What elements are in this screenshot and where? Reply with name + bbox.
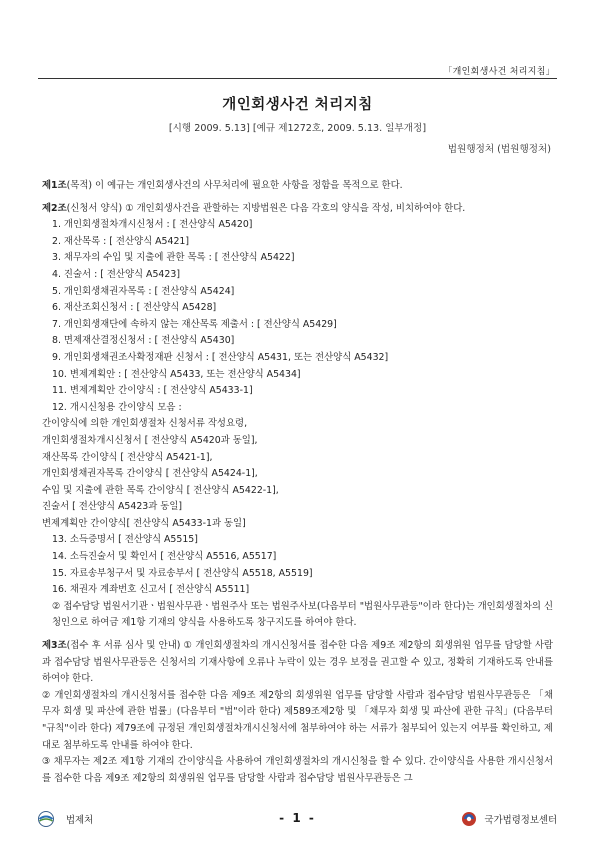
page-footer	[38, 811, 557, 829]
list-item: 6. 재산조회신청서 : [ 전산양식 A5428]	[52, 302, 217, 314]
list-item: 7. 개인회생재단에 속하지 않는 재산목록 제출서 : [ 전산양식 A5429]	[52, 318, 337, 330]
law-center-logo-icon	[461, 811, 477, 827]
issuing-authority: 법원행정처 (법원행정처)	[447, 144, 551, 155]
list-item: 11. 변제계획안 간이양식 : [ 전산양식 A5433-1]	[52, 385, 253, 397]
list-item: 3. 채무자의 수입 및 지출에 관한 목록 : [ 전산양식 A5422]	[52, 252, 295, 264]
article-2	[42, 201, 553, 218]
article-1	[42, 178, 553, 195]
simple-form-line: 재산목록 간이양식 [ 전산양식 A5421-1],	[42, 451, 213, 463]
document-body	[42, 178, 553, 787]
document-title: 개인회생사건 처리지침	[222, 97, 373, 113]
list-item: 13. 소득증명서 [ 전산양식 A5515]	[52, 534, 198, 546]
article-number: 제3조	[42, 640, 67, 652]
header-rule	[38, 78, 557, 79]
list-item: 12. 개시신청용 간이양식 모음 :	[52, 401, 182, 413]
simple-form-line: 진술서 [ 전산양식 A5423과 동일]	[42, 501, 183, 513]
article-text: (접수 후 서류 심사 및 안내) ① 개인회생절차의 개시신청서를 접수한 다음 제9조 제2항의 회생위원 업무를 담당할 사람과 접수담당 법원사무관등은 신청서의 기재사항에 오류나 누락이 있는 경우 보정을 권고할 수 있고, 정확히 기재하도록 안내를 하여야 한다.	[42, 640, 553, 685]
page-number: - 1 -	[279, 811, 316, 825]
footer-org-right: 국가법령정보센터	[484, 815, 557, 826]
article-3	[42, 638, 553, 688]
simple-form-line: 변제계획안 간이양식[ 전산양식 A5433-1과 동일]	[42, 517, 246, 529]
article-number: 제2조	[42, 202, 67, 214]
article-text: (목적) 이 예규는 개인회생사건의 사무처리에 필요한 사항을 정함을 목적으로 한다.	[66, 180, 403, 191]
simple-form-line: 개인회생절차개시신청서 [ 전산양식 A5420과 동일],	[42, 434, 258, 446]
paragraph: ③ 채무자는 제2조 제1항 기재의 간이양식을 사용하여 개인회생절차의 개시신청을 할 수 있다. 간이양식을 사용한 개시신청서를 접수한 다음 제9조 제2항의 회생위원 업무를 담당할 사람과 접수담당 법원사무관등은 그	[42, 756, 553, 784]
list-item: 10. 변제계획안 : [ 전산양식 A5433, 또는 전산양식 A5434]	[52, 368, 301, 380]
list-item: 1. 개인회생절차개시신청서 : [ 전산양식 A5420]	[52, 219, 253, 231]
list-item: 2. 재산목록 : [ 전산양식 A5421]	[52, 235, 190, 247]
paragraph: ② 개인회생절차의 개시신청서를 접수한 다음 제9조 제2항의 회생위원 업무를 담당할 사람과 접수담당 법원사무관등은 「채무자 회생 및 파산에 관한 법률」(다음부터 "법"이라 한다) 제589조제2항 및 「채무자 회생 및 파산에 관한 규칙」(다음부터 "규칙"이라 한다) 제79조에 규정된 개인회생절차개시신청서에 첨부하여야 하는 서류가 첨부되어 있는지 여부를 확인하고, 제대로 첨부하도록 안내를 하여야 한다.	[42, 689, 553, 751]
list-item: 4. 진술서 : [ 전산양식 A5423]	[52, 268, 180, 280]
footer-org-left: 법제처	[66, 815, 94, 826]
enforcement-meta: [시행 2009. 5.13] [예규 제1272호, 2009. 5.13. 일부개정]	[168, 123, 427, 134]
footer-right	[461, 811, 557, 827]
paragraph: ② 접수담당 법원서기관ㆍ법원사무관ㆍ법원주사 또는 법원주사보(다음부터 "법원사무관등"이라 한다)는 개인회생절차의 신청인으로 하여금 제1항 기재의 양식을 사용하도록 창구지도를 하여야 한다.	[52, 600, 554, 629]
list-item: 15. 자료송부청구서 및 자료송부서 [ 전산양식 A5518, A5519]	[52, 567, 313, 579]
list-item: 8. 면제재산결정신청서 : [ 전산양식 A5430]	[52, 335, 235, 347]
article-number: 제1조	[42, 180, 67, 191]
list-item: 5. 개인회생채권자목록 : [ 전산양식 A5424]	[52, 285, 235, 297]
list-item: 16. 채권자 계좌번호 신고서 [ 전산양식 A5511]	[52, 584, 250, 596]
simple-form-line: 수입 및 지출에 관한 목록 간이양식 [ 전산양식 A5422-1],	[42, 484, 279, 496]
simple-form-line: 간이양식에 의한 개인회생절차 신청서류 작성요령,	[42, 418, 248, 430]
simple-form-line: 개인회생채권자목록 간이양식 [ 전산양식 A5424-1],	[42, 468, 258, 480]
list-item: 9. 개인회생채권조사확정재판 신청서 : [ 전산양식 A5431, 또는 전산양식 A5432]	[52, 351, 389, 363]
article-text: (신청서 양식) ① 개인회생사건을 관할하는 지방법원은 다음 각호의 양식을 작성, 비치하여야 한다.	[66, 202, 466, 214]
running-header: 「개인회생사건 처리지침」	[443, 67, 555, 77]
list-item: 14. 소득진술서 및 확인서 [ 전산양식 A5516, A5517]	[52, 551, 277, 563]
